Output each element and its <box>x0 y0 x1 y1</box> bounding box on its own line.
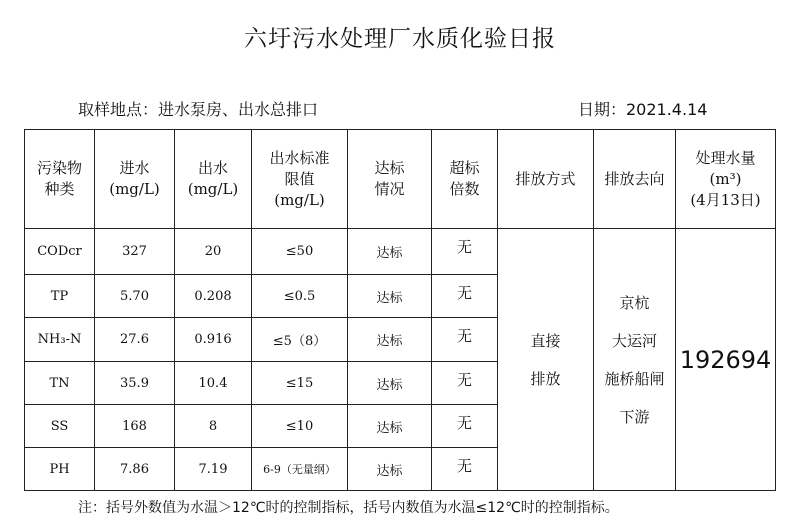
header-standard: 出水标准 限值 (mg/L) <box>252 130 348 229</box>
volume-cell: 192694 <box>676 229 776 491</box>
exceed-cell: 无 <box>432 362 498 405</box>
param-cell: TN <box>25 362 95 405</box>
exceed-cell: 无 <box>432 318 498 362</box>
table-row <box>25 229 776 275</box>
inflow-cell: 7.86 <box>95 448 175 491</box>
sampling-location: 取样地点：进水泵房、出水总排口 <box>78 100 319 119</box>
compliance-cell: 达标 <box>348 405 432 448</box>
param-cell: PH <box>25 448 95 491</box>
inflow-cell: 327 <box>95 229 175 275</box>
standard-cell: ≤15 <box>252 362 348 405</box>
compliance-cell: 达标 <box>348 275 432 318</box>
param-cell: CODcr <box>25 229 95 275</box>
outflow-cell: 7.19 <box>175 448 252 491</box>
discharge-dest-cell: 京杭 大运河 施桥船闸 下游 <box>594 229 676 491</box>
standard-cell: 6-9（无量纲） <box>252 448 348 491</box>
header-row <box>25 130 776 229</box>
param-cell: TP <box>25 275 95 318</box>
compliance-cell: 达标 <box>348 229 432 275</box>
header-discharge-method: 排放方式 <box>498 130 594 229</box>
inflow-cell: 5.70 <box>95 275 175 318</box>
standard-cell: ≤5（8） <box>252 318 348 362</box>
exceed-cell: 无 <box>432 448 498 491</box>
standard-cell: ≤50 <box>252 229 348 275</box>
report-title: 六圩污水处理厂水质化验日报 <box>244 26 556 52</box>
standard-cell: ≤0.5 <box>252 275 348 318</box>
report-date: 日期：2021.4.14 <box>578 100 708 119</box>
compliance-cell: 达标 <box>348 362 432 405</box>
outflow-cell: 10.4 <box>175 362 252 405</box>
param-cell: NH₃-N <box>25 318 95 362</box>
exceed-cell: 无 <box>432 405 498 448</box>
exceed-cell: 无 <box>432 229 498 275</box>
outflow-cell: 0.916 <box>175 318 252 362</box>
header-outflow: 出水 (mg/L) <box>175 130 252 229</box>
header-exceed: 超标 倍数 <box>432 130 498 229</box>
header-volume: 处理水量 (m³) (4月13日) <box>676 130 776 229</box>
outflow-cell: 20 <box>175 229 252 275</box>
exceed-cell: 无 <box>432 275 498 318</box>
inflow-cell: 35.9 <box>95 362 175 405</box>
header-pollutant: 污染物 种类 <box>25 130 95 229</box>
footnote: 注：括号外数值为水温＞12℃时的控制指标，括号内数值为水温≤12℃时的控制指标。 <box>78 500 619 516</box>
header-discharge-dest: 排放去向 <box>594 130 676 229</box>
inflow-cell: 27.6 <box>95 318 175 362</box>
discharge-method-cell: 直接 排放 <box>498 229 594 491</box>
compliance-cell: 达标 <box>348 318 432 362</box>
standard-cell: ≤10 <box>252 405 348 448</box>
header-compliance: 达标 情况 <box>348 130 432 229</box>
compliance-cell: 达标 <box>348 448 432 491</box>
param-cell: SS <box>25 405 95 448</box>
inflow-cell: 168 <box>95 405 175 448</box>
header-inflow: 进水 (mg/L) <box>95 130 175 229</box>
water-quality-table <box>24 129 776 491</box>
outflow-cell: 8 <box>175 405 252 448</box>
outflow-cell: 0.208 <box>175 275 252 318</box>
